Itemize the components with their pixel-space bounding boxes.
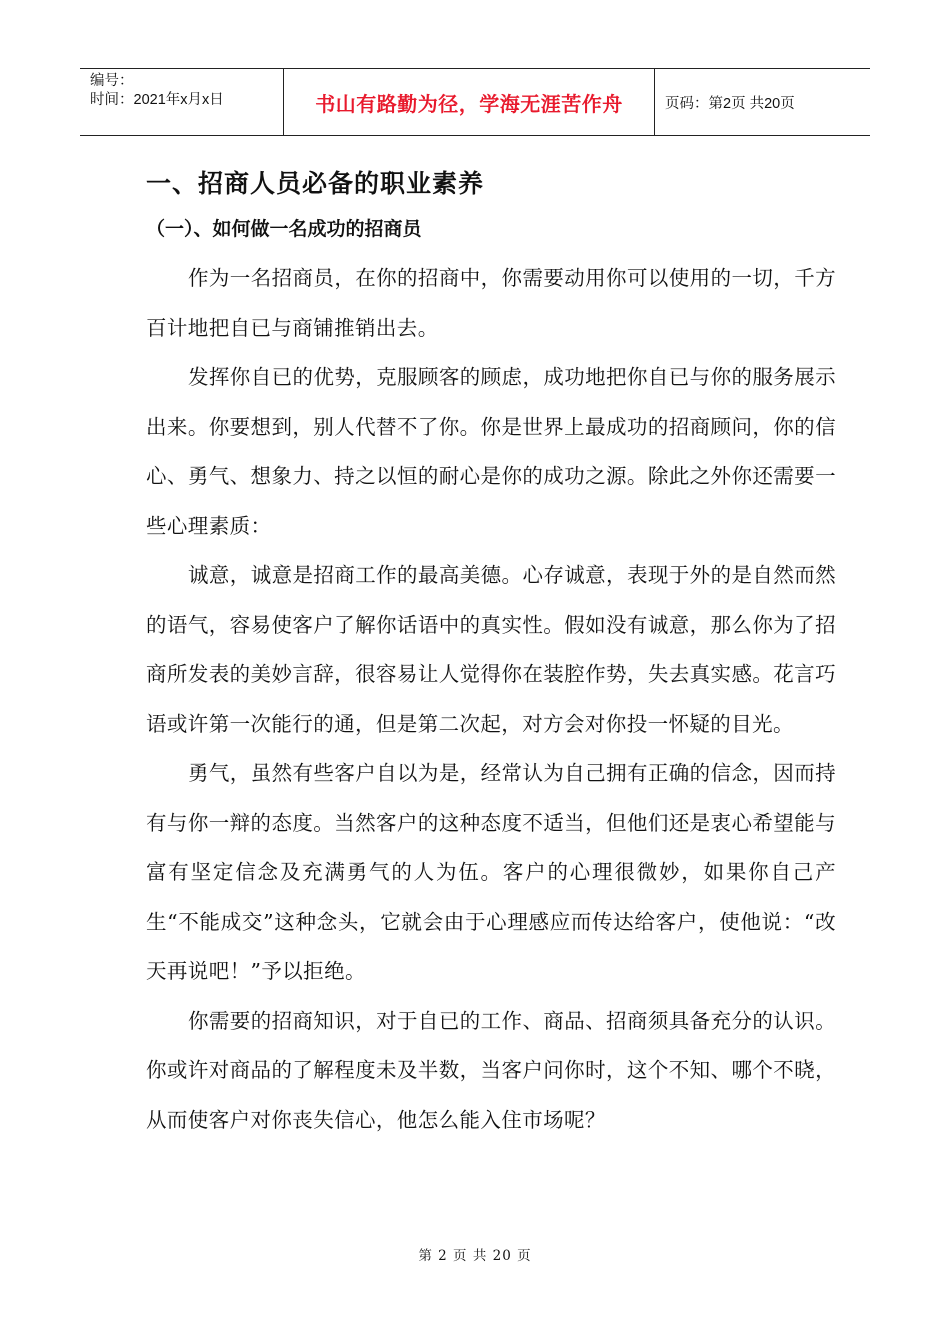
section-heading: （一）、如何做一名成功的招商员 (146, 218, 422, 240)
document-date-label: 时间：2021年x月x日 (90, 92, 224, 108)
header-meta-cell (80, 69, 283, 135)
page-footer (0, 1244, 950, 1264)
body-paragraph: 你需要的招商知识，对于自已的工作、商品、招商须具备充分的认识。你或许对商品的了解程度未及半数，当客户问你时，这个不知、哪个不晓，从而使客户对你丧失信心，他怎么能入住市场呢？ (146, 1008, 836, 1132)
header-motto-cell (283, 69, 655, 135)
document-number-label: 编号： (90, 73, 134, 89)
header-motto: 书山有路勤为径，学海无涯苦作舟 (315, 91, 623, 116)
header-page-cell (655, 69, 870, 135)
body-paragraph: 诚意，诚意是招商工作的最高美德。心存诚意，表现于外的是自然而然的语气，容易使客户了解你话语中的真实性。假如没有诚意，那么你为了招商所发表的美妙言辞，很容易让人觉得你在装腔作势，失去真实感。花言巧语或许第一次能行的通，但是第二次起，对方会对你投一怀疑的目光。 (146, 563, 836, 736)
page-header (80, 68, 870, 136)
body-paragraph: 发挥你自已的优势，克服顾客的顾虑，成功地把你自已与你的服务展示出来。你要想到，别人代替不了你。你是世界上最成功的招商顾问，你的信心、勇气、想象力、持之以恒的耐心是你的成功之源。除此之外你还需要一些心理素质： (146, 365, 836, 538)
header-page-number: 页码：第2页 共20页 (665, 95, 795, 112)
document-body (146, 160, 836, 1145)
footer-page-number: 第 2 页 共 20 页 (418, 1248, 532, 1264)
body-paragraph: 作为一名招商员，在你的招商中，你需要动用你可以使用的一切，千方百计地把自已与商铺推销出去。 (146, 266, 836, 340)
chapter-title: 一、招商人员必备的职业素养 (146, 169, 485, 198)
body-paragraph: 勇气，虽然有些客户自以为是，经常认为自己拥有正确的信念，因而持有与你一辩的态度。当然客户的这种态度不适当，但他们还是衷心希望能与富有坚定信念及充满勇气的人为伍。客户的心理很微妙，如果你自己产生“不能成交”这种念头，它就会由于心理感应而传达给客户，使他说：“改天再说吧！”予以拒绝。 (146, 761, 836, 983)
